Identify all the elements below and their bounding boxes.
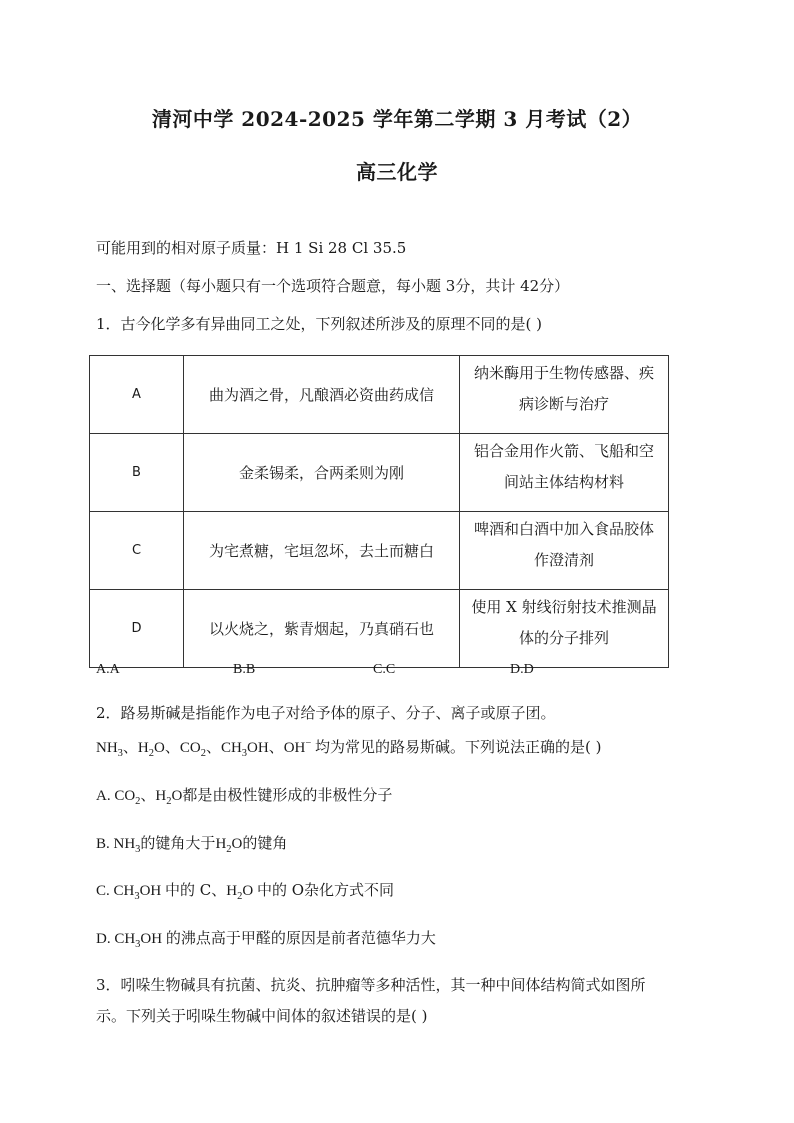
option-text: 都是由极性键形成的非极性分子 <box>182 786 393 804</box>
answer-choice-b: B.B <box>233 662 256 677</box>
formula: A. $CO_2$、$H_2O$ <box>96 788 183 807</box>
ancient-text: 曲为酒之骨，凡酿酒必资曲药成信 <box>184 356 460 434</box>
row-label: B <box>90 434 184 512</box>
answer-choice-c: C.C <box>373 662 396 677</box>
table-row <box>90 434 669 512</box>
formula: $H_2O$ <box>215 836 243 855</box>
table-row <box>90 512 669 590</box>
atomic-masses: 可能用到的相对原子质量：H 1 Si 28 Cl 35.5 <box>96 239 407 257</box>
q1-stem: 1．古今化学多有异曲同工之处，下列叙述所涉及的原理不同的是( ) <box>96 315 543 333</box>
row-label: C <box>90 512 184 590</box>
answer-choice-a: A.A <box>96 662 120 677</box>
q2-stem-line2 <box>96 736 602 759</box>
exam-title: 清河中学 2024-2025 学年第二学期 3 月考试（2） <box>151 107 643 131</box>
modern-text: 啤酒和白酒中加入食品胶体作澄清剂 <box>460 512 669 590</box>
option-text: 的沸点高于甲醛的原因是前者范德华力大 <box>165 929 436 947</box>
table-row <box>90 356 669 434</box>
formula: B. $NH_3$ <box>96 836 141 855</box>
modern-text: 纳米酶用于生物传感器、疾病诊断与治疗 <box>460 356 669 434</box>
q3-stem-line1: 3．吲哚生物碱具有抗菌、抗炎、抗肿瘤等多种活性，其一种中间体结构简式如图所 <box>96 976 646 994</box>
option-text: 中的 O杂化方式不同 <box>256 881 395 899</box>
option-text: 的键角大于 <box>140 834 216 852</box>
modern-text: 使用 X 射线衍射技术推测晶体的分子排列 <box>460 590 669 668</box>
option-text: 的键角 <box>242 834 288 852</box>
ancient-text: 金柔锡柔，合两柔则为刚 <box>184 434 460 512</box>
row-label: D <box>90 590 184 668</box>
q2-stem-line1: 2．路易斯碱是指能作为电子对给予体的原子、分子、离子或原子团。 <box>96 704 556 722</box>
option-text: 中的 C、 <box>165 881 227 899</box>
answer-choice-d: D.D <box>510 662 534 677</box>
q2-option-b <box>96 832 287 855</box>
modern-text: 铝合金用作火箭、飞船和空间站主体结构材料 <box>460 434 669 512</box>
section-heading: 一、选择题（每小题只有一个选项符合题意，每小题 3分，共计 42分） <box>96 277 570 295</box>
formula: C. $CH_3OH$ <box>96 883 166 902</box>
row-label: A <box>90 356 184 434</box>
subject-title: 高三化学 <box>356 160 438 184</box>
formula: $H_2O$ <box>226 883 257 902</box>
q3-stem-line2: 示。下列关于吲哚生物碱中间体的叙述错误的是( ) <box>96 1007 428 1025</box>
q2-option-c <box>96 879 394 902</box>
table-row <box>90 590 669 668</box>
ancient-text: 为宅煮糖，宅垣忽坏，去土而糖白 <box>184 512 460 590</box>
q2-option-a <box>96 784 392 807</box>
q1-options-table <box>89 355 669 668</box>
q2-option-d <box>96 927 436 950</box>
formula-list: $NH_3$、$H_2O$、$CO_2$、$CH_3OH$、OH− <box>96 738 312 759</box>
formula: D. $CH_3OH$ <box>96 931 166 950</box>
q2-stem-suffix: 均为常见的路易斯碱。下列说法正确的是( ) <box>315 738 602 756</box>
ancient-text: 以火烧之，紫青烟起，乃真硝石也 <box>184 590 460 668</box>
